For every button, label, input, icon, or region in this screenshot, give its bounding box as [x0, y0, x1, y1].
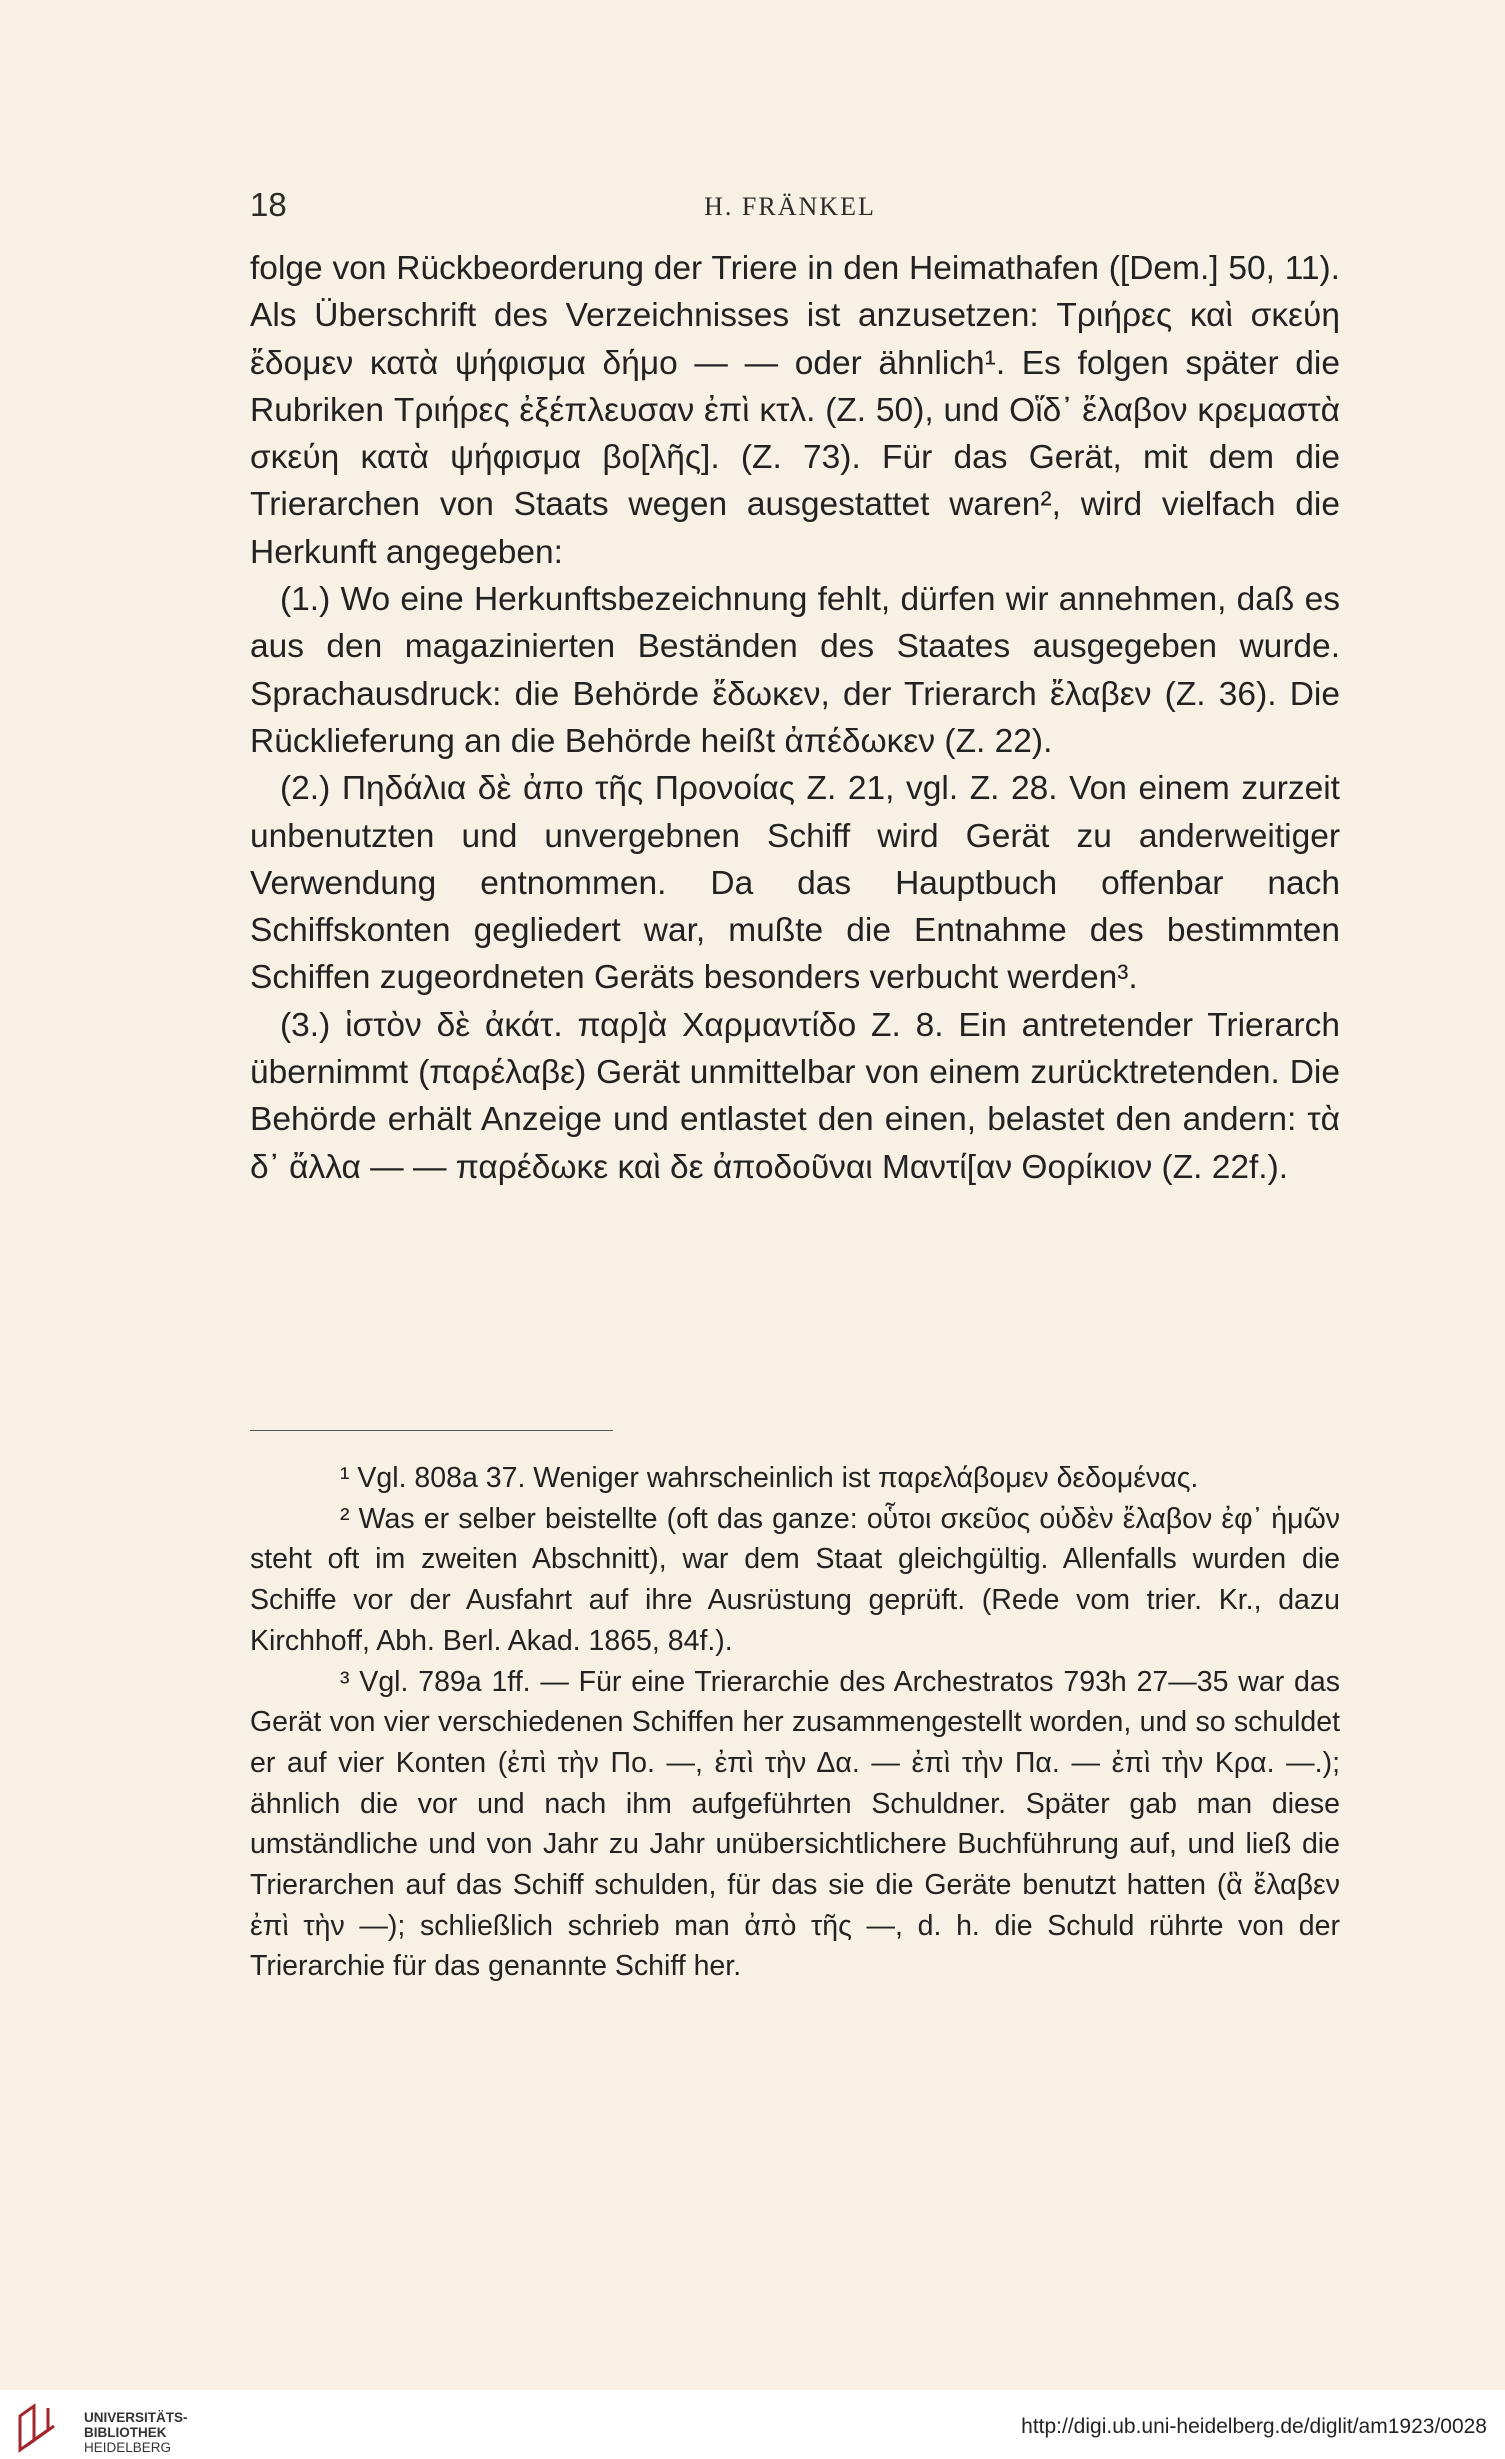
footnotes: [250, 1458, 1340, 1987]
library-name-line-3: HEIDELBERG: [84, 2440, 172, 2455]
paragraph-4: (3.) ἱστὸν δὲ ἀκάτ. παρ]ὰ Χαρμαντίδο Z. 8. Ein antretender Trierarch übernimmt (παρέλαβε) Gerät unmittelbar von einem zurücktretenden. Die Behörde erhält Anzeige und entlastet den einen, belastet den andern: τὰ δ᾽ ἄλλα — — παρέδωκε καὶ δε ἀποδοῦναι Μαντί[αν Θορίκιον (Z. 22f.).: [250, 1006, 1340, 1186]
library-name-line-1: UNIVERSITÄTS-: [84, 2410, 188, 2425]
footnote-1: ¹ Vgl. 808a 37. Weniger wahrscheinlich ist παρελάβομεν δεδομένας.: [340, 1462, 1199, 1494]
running-head: H. FRÄNKEL: [704, 192, 876, 221]
page-header: [250, 186, 1330, 226]
footnote-2: ² Was er selber beistellte (oft das ganze: οὗτοι σκεῦος οὐδὲν ἔλαβον ἐφ᾽ ἡμῶν steht oft im zweiten Abschnitt), war dem Staat gleichgültig. Allenfalls wurden die Schiffe vor der Ausfahrt auf ihre Ausrüstung geprüft. (Rede vom trier. Kr., dazu Kirchhoff, Abh. Berl. Akad. 1865, 84f.).: [250, 1502, 1340, 1657]
paragraph-1: folge von Rückbeorderung der Triere in den Heimathafen ([Dem.] 50, 11). Als Überschrift des Verzeichnisses ist anzusetzen: Τριήρες καὶ σκεύη ἔδομεν κατὰ ψήφισμα δήμο — — oder ähnlich¹. Es folgen später die Rubriken Τριήρες ἐξέπλευσαν ἐπὶ κτλ. (Z. 50), und Οἵδ᾽ ἔλαβον κρεμαστὰ σκεύη κατὰ ψήφισμα βο[λῆς]. (Z. 73). Für das Gerät, mit dem die Trierarchen von Staats wegen ausgestattet waren², wird vielfach die Herkunft angegeben:: [250, 250, 1340, 571]
library-name: [84, 2410, 188, 2455]
paragraph-2: (1.) Wo eine Herkunftsbezeichnung fehlt, dürfen wir annehmen, daß es aus den magazinierten Beständen des Staates ausgegeben wurde. Sprachausdruck: die Behörde ἔδωκεν, der Trierarch ἔλαβεν (Z. 36). Die Rücklieferung an die Behörde heißt ἀπέδωκεν (Z. 22).: [250, 581, 1340, 760]
paragraph-3: (2.) Πηδάλια δὲ ἀπο τῆς Προνοίας Z. 21, vgl. Z. 28. Von einem zurzeit unbenutzten und unvergebnen Schiff wird Gerät zu anderweitiger Verwendung entnommen. Da das Hauptbuch offenbar nach Schiffskonten gegliedert war, mußte die Entnahme des bestimmten Schiffen zugeordneten Geräts besonders verbucht werden³.: [250, 770, 1340, 997]
footnote-separator: [250, 1430, 613, 1431]
library-name-line-2: BIBLIOTHEK: [84, 2425, 167, 2440]
page-number: 18: [250, 186, 287, 223]
main-text: [250, 245, 1340, 1191]
footnote-3: ³ Vgl. 789a 1ff. — Für eine Trierarchie des Archestratos 793h 27—35 war das Gerät von vier verschiedenen Schiffen her zusammengestellt worden, und so schuldet er auf vier Konten (ἐπὶ τὴν Πο. —, ἐπὶ τὴν Δα. — ἐπὶ τὴν Πα. — ἐπὶ τὴν Κρα. —.); ähnlich die vor und nach ihm aufgeführten Schuldner. Später gab man diese umständliche und von Jahr zu Jahr unübersichtlichere Buchführung auf, und ließ die Trierarchen auf das Schiff schulden, für das sie die Geräte benutzt hatten (ἃ ἔλαβεν ἐπὶ τὴν —); schließlich schrieb man ἀπὸ τῆς —, d. h. die Schuld rührte von der Trierarchie für das genannte Schiff her.: [250, 1665, 1340, 1983]
permalink-url[interactable]: http://digi.ub.uni-heidelberg.de/diglit/am1923/0028: [1021, 2415, 1487, 2438]
library-logo-icon: [14, 2400, 70, 2456]
